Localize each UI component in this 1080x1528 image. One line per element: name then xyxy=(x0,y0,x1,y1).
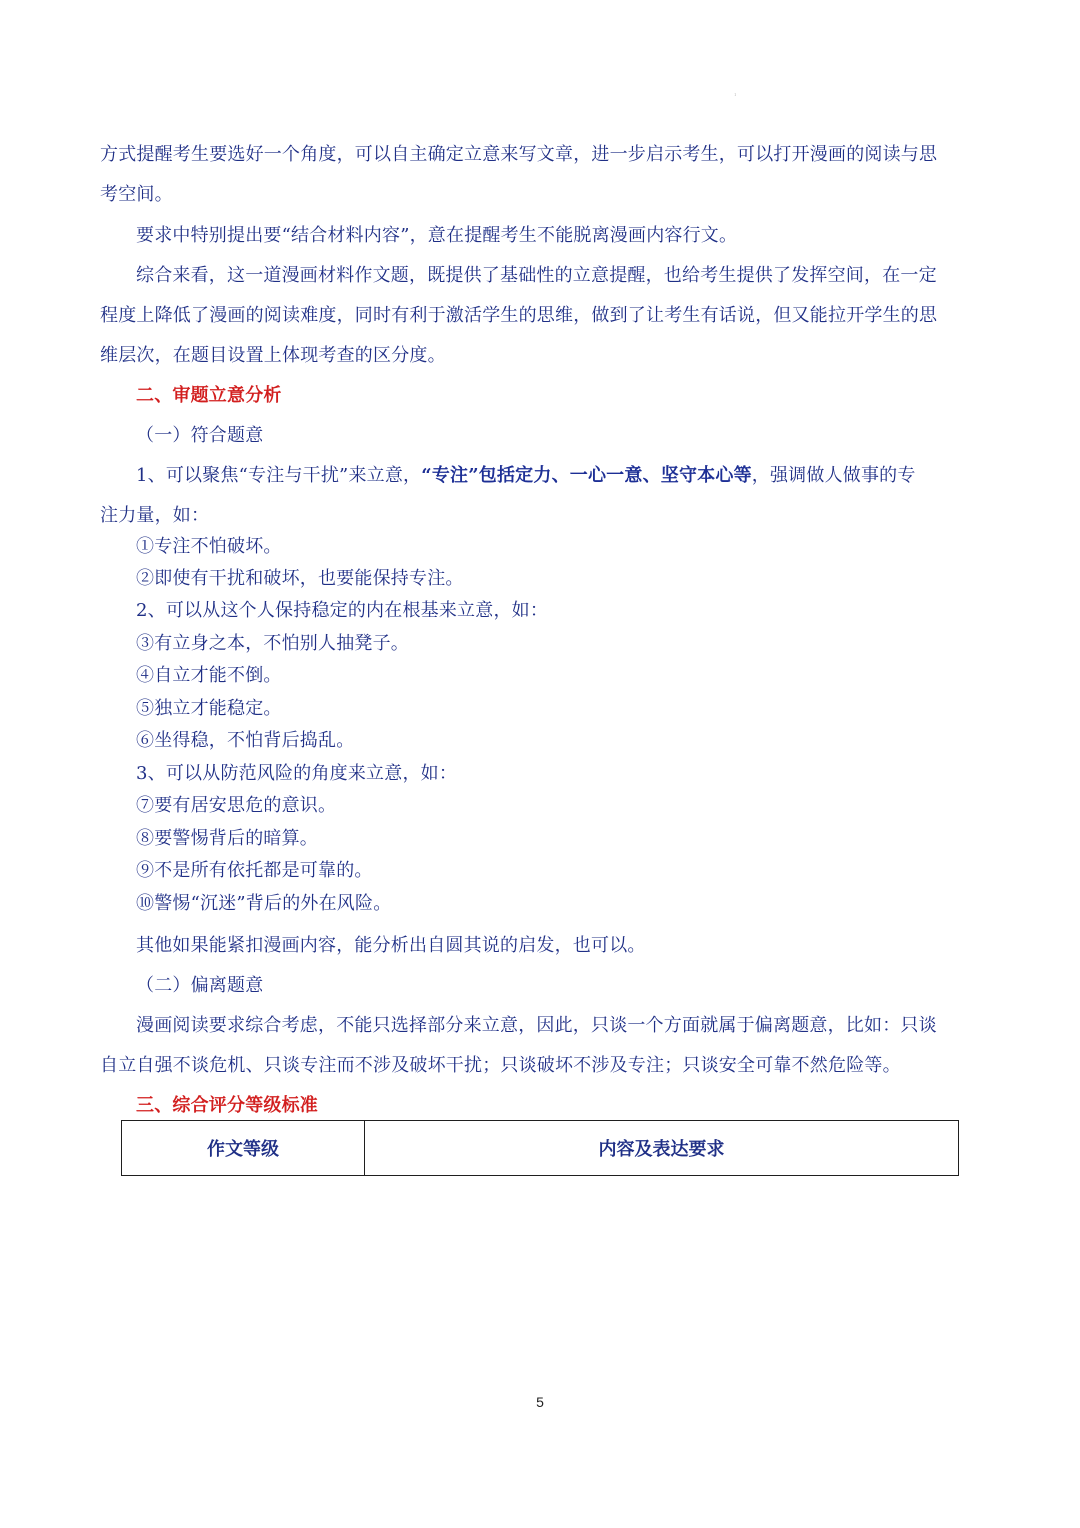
list-item: ⑩警惕“沉迷”背后的外在风险。 xyxy=(136,893,392,914)
paragraph-line: 要求中特别提出要“结合材料内容”，意在提醒考生不能脱离漫画内容行文。 xyxy=(136,225,738,246)
item-text: ，强调做人做事的专 xyxy=(751,465,916,486)
list-item: ③有立身之本，不怕别人抽凳子。 xyxy=(136,633,409,654)
top-mark: 1 xyxy=(734,92,737,97)
paragraph-line: 其他如果能紧扣漫画内容，能分析出自圆其说的启发，也可以。 xyxy=(136,935,646,956)
list-item: ②即使有干扰和破坏，也要能保持专注。 xyxy=(136,568,464,589)
list-item: 3、可以从防范风险的角度来立意，如： xyxy=(136,763,458,784)
page-number: 5 xyxy=(536,1394,544,1410)
list-item xyxy=(136,464,916,488)
list-item: ④自立才能不倒。 xyxy=(136,665,282,686)
section-heading: 二、审题立意分析 xyxy=(136,385,282,406)
paragraph-line: 综合来看，这一道漫画材料作文题，既提供了基础性的立意提醒，也给考生提供了发挥空间，在一定 xyxy=(136,265,937,286)
section-heading: 三、综合评分等级标准 xyxy=(136,1095,318,1116)
list-item-continuation: 注力量，如： xyxy=(100,505,210,526)
list-item: 2、可以从这个人保持稳定的内在根基来立意，如： xyxy=(136,600,549,621)
grading-table xyxy=(121,1120,959,1176)
list-item: ⑤独立才能稳定。 xyxy=(136,698,282,719)
paragraph-line: 漫画阅读要求综合考虑，不能只选择部分来立意，因此，只谈一个方面就属于偏离题意，比如：只谈 xyxy=(136,1015,937,1036)
subsection-heading: （二）偏离题意 xyxy=(136,975,264,996)
list-item: ①专注不怕破坏。 xyxy=(136,536,282,557)
item-text: 1、可以聚焦“专注与干扰”来立意， xyxy=(136,465,422,486)
paragraph-line: 维层次，在题目设置上体现考查的区分度。 xyxy=(100,345,446,366)
paragraph-line: 自立自强不谈危机、只谈专注而不涉及破坏干扰；只谈破坏不涉及专注；只谈安全可靠不然危险等。 xyxy=(100,1055,901,1076)
list-item: ⑥坐得稳，不怕背后捣乱。 xyxy=(136,730,355,751)
paragraph-line: 程度上降低了漫画的阅读难度，同时有利于激活学生的思维，做到了让考生有话说，但又能拉开学生的思 xyxy=(100,305,938,326)
list-item: ⑧要警惕背后的暗算。 xyxy=(136,828,318,849)
table-header-cell: 作文等级 xyxy=(122,1121,365,1175)
item-emphasis: “专注”包括定力、一心一意、坚守本心等 xyxy=(421,465,752,486)
table-header-cell: 内容及表达要求 xyxy=(598,1139,725,1160)
paragraph-line: 考空间。 xyxy=(100,184,173,205)
list-item: ⑨不是所有依托都是可靠的。 xyxy=(136,860,373,881)
subsection-heading: （一）符合题意 xyxy=(136,425,264,446)
list-item: ⑦要有居安思危的意识。 xyxy=(136,795,337,816)
paragraph-line: 方式提醒考生要选好一个角度，可以自主确定立意来写文章，进一步启示考生，可以打开漫画的阅读与思 xyxy=(100,144,938,165)
